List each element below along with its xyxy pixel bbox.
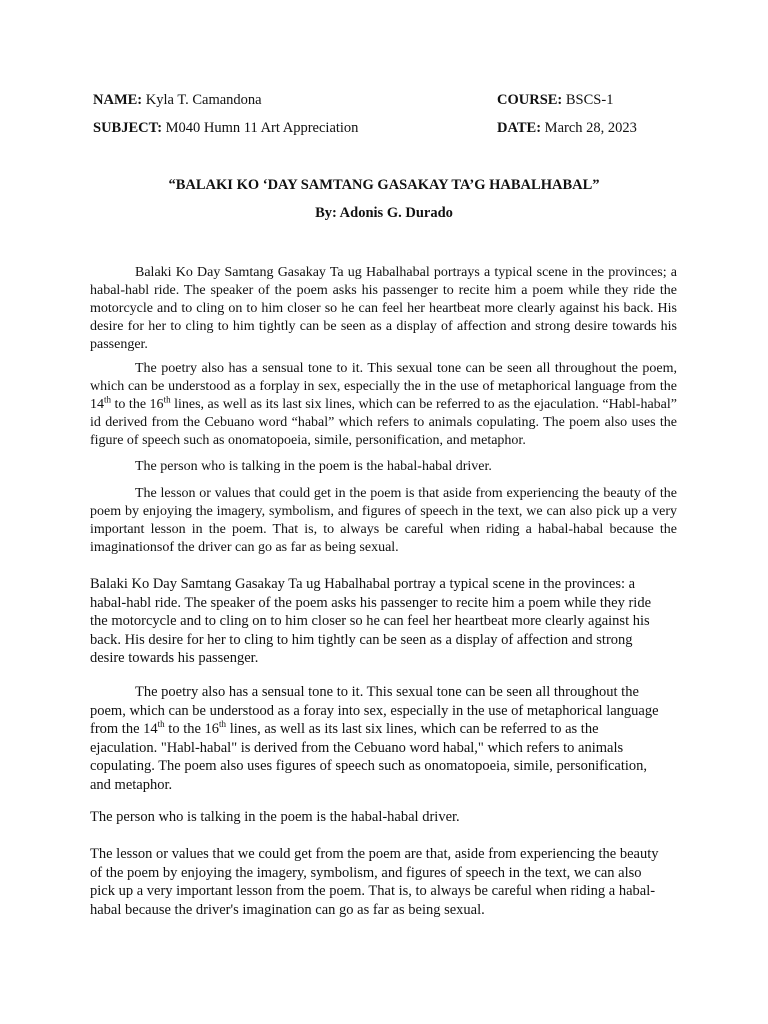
superscript: th xyxy=(219,719,227,730)
section1-paragraph-2-text-a: The poetry also has a sensual tone to it. This sexual tone can be seen all throughout the poem, which can be understood as a forplay in sex, especially the in the use of metaphorical language from the 14 xyxy=(90,361,677,412)
course-field xyxy=(497,92,613,109)
section1-paragraph-2-text-c: lines, as well as its last six lines, which can be referred to as the ejaculation. “Habl-habal” id derived from the Cebuano word “habal” which refers to animals copulating. The poem also uses the figure of speech such as onomatopoeia, simile, personification, and metaphor. xyxy=(90,397,677,448)
subject-label: SUBJECT: xyxy=(93,120,163,136)
section1-paragraph-2-text-b: to the 16 xyxy=(111,397,164,412)
section1-paragraph-1-text: Balaki Ko Day Samtang Gasakay Ta ug Habalhabal portrays a typical scene in the provinces; a habal-habl ride. The speaker of the poem asks his passenger to recite him a poem while they ride the motorcycle and to cling on to him closer so he can feel her heartbeat more clearly against his back. His desire for her to cling to him tightly can be seen as a display of affection and strong desire towards his passenger. xyxy=(90,265,677,352)
date-value: March 28, 2023 xyxy=(541,120,637,136)
superscript: th xyxy=(163,394,171,405)
section2-paragraph-4: The lesson or values that we could get from the poem are that, aside from experiencing the beauty of the poem by enjoying the imagery, symbolism, and figures of speech in the text, we can also pick up a very important lesson from the poem. That is, to always be careful when riding a habal-habal because the driver's imagination can go as far as being sexual. xyxy=(90,846,659,918)
course-label: COURSE: xyxy=(497,92,563,108)
section1-paragraph-1 xyxy=(90,264,677,354)
name-label: NAME: xyxy=(93,92,143,108)
section1-paragraph-3-text: The person who is talking in the poem is the habal-habal driver. xyxy=(135,459,492,474)
superscript: th xyxy=(104,394,112,405)
section2-paragraph-2-text-b: to the 16 xyxy=(164,721,220,738)
name-value: Kyla T. Camandona xyxy=(142,92,262,108)
section1-paragraph-4-text: The lesson or values that could get in the poem is that aside from experiencing the beauty of the poem by enjoying the imagery, symbolism, and figures of speech in the text, we can also pick up a very important lesson in the poem. That is, to always be careful when riding a habal-habal because the imaginationsof the driver can go as far as being sexual. xyxy=(90,486,677,555)
course-value: BSCS-1 xyxy=(562,92,614,108)
section2-paragraph-3: The person who is talking in the poem is the habal-habal driver. xyxy=(90,809,460,825)
section2-paragraph-1: Balaki Ko Day Samtang Gasakay Ta ug Habalhabal portray a typical scene in the provinces: a habal-habl ride. The speaker of the poem asks his passenger to recite him a poem while they ride the motorcycle and to cling on to him closer so he can feel her heartbeat more clearly against his back. His desire for her to cling to him tightly can be seen as a display of affection and strong desire towards his passenger. xyxy=(90,576,652,667)
section2-paragraph-2 xyxy=(90,683,660,795)
subject-value: M040 Humn 11 Art Appreciation xyxy=(162,120,359,136)
subject-field xyxy=(93,120,358,137)
document-author: By: Adonis G. Durado xyxy=(315,205,453,221)
header-row-subject-date xyxy=(0,120,768,140)
superscript: th xyxy=(157,719,165,730)
section1-paragraph-3 xyxy=(90,458,677,476)
document-title: “BALAKI KO ‘DAY SAMTANG GASAKAY TA’G HABALHABAL” xyxy=(168,177,600,193)
section2-paragraph-2-text-a: The poetry also has a sensual tone to it. This sexual tone can be seen all throughout the poem, which can be understood as a foray into sex, especially in the use of metaphorical language from the 14 xyxy=(90,684,659,738)
name-field xyxy=(93,92,262,109)
date-field xyxy=(497,120,637,137)
section2-paragraph-2-text-c: lines, as well as its last six lines, which can be referred to as the ejaculation. "Habl-habal" is derived from the Cebuano word habal," which refers to animals copulating. The poem also uses figures of speech such as onomatopoeia, simile, personification, and metaphor. xyxy=(90,721,648,793)
section1-paragraph-4 xyxy=(90,485,677,557)
section1-paragraph-2 xyxy=(90,360,677,450)
header-row-name-course xyxy=(0,92,768,112)
date-label: DATE: xyxy=(497,120,542,136)
